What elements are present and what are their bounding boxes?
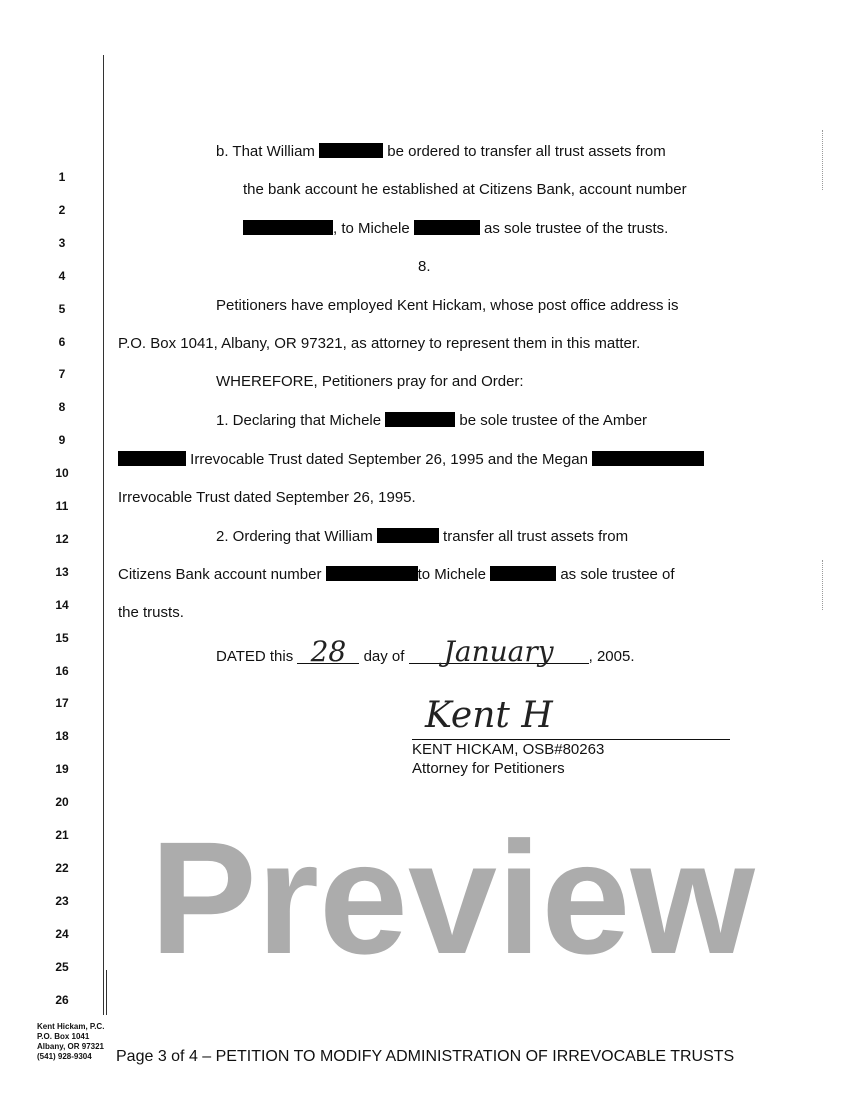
line-number: 20 [55, 795, 69, 810]
section-number: 8. [418, 258, 431, 275]
signature-line [412, 739, 730, 740]
line-number: 13 [55, 564, 69, 579]
dated-line: DATED this 28 day of January , 2005. [216, 635, 635, 668]
redaction [118, 451, 186, 466]
firm-name: Kent Hickam, P.C. [37, 1022, 105, 1031]
text-line: Citizens Bank account number to Michele as sole trustee of [118, 566, 675, 583]
text-line: Irrevocable Trust dated September 26, 1995 and the Megan [118, 451, 704, 468]
line-number: 21 [55, 828, 69, 842]
signature: Kent H [425, 695, 553, 736]
line-number: 5 [58, 301, 66, 316]
redaction [377, 528, 439, 543]
redaction [385, 412, 455, 427]
page-footer: Page 3 of 4 – PETITION TO MODIFY ADMINISTRATION OF IRREVOCABLE TRUSTS [116, 1048, 735, 1065]
line-number: 7 [58, 367, 66, 382]
line-number: 25 [55, 959, 69, 974]
line-number: 22 [55, 860, 69, 875]
margin-rule-lower [106, 970, 107, 1015]
text-line: 1. Declaring that Michele be sole trustee of the Amber [216, 412, 648, 429]
redaction [319, 143, 383, 158]
signer-title: Attorney for Petitioners [412, 760, 565, 777]
redaction [592, 451, 704, 466]
firm-city: Albany, OR 97321 [37, 1042, 104, 1051]
line-number: 16 [55, 663, 69, 678]
firm-block [37, 1022, 104, 1062]
text-line: Irrevocable Trust dated September 26, 1995. [118, 489, 416, 506]
text-line: the bank account he established at Citizens Bank, account number [243, 181, 687, 198]
line-number: 12 [55, 531, 69, 546]
line-number: 6 [58, 334, 66, 349]
line-number: 10 [55, 466, 69, 481]
line-number: 24 [55, 926, 69, 941]
text-line: 2. Ordering that William transfer all trust assets from [216, 528, 629, 545]
text-line: Petitioners have employed Kent Hickam, whose post office address is [216, 297, 679, 314]
line-number: 19 [55, 762, 69, 777]
right-margin-dots [822, 130, 823, 190]
line-number: 17 [55, 696, 69, 711]
firm-box: P.O. Box 1041 [37, 1032, 90, 1041]
text-line: WHEREFORE, Petitioners pray for and Order: [216, 373, 524, 390]
line-number: 14 [55, 597, 69, 612]
line-number: 9 [58, 433, 66, 448]
firm-phone: (541) 928-9304 [37, 1052, 92, 1061]
line-number: 8 [58, 400, 66, 415]
preview-watermark: Preview [150, 808, 755, 987]
margin-rule [103, 55, 104, 1015]
line-number: 23 [55, 893, 69, 908]
line-number: 2 [58, 202, 66, 217]
line-number: 1 [58, 170, 66, 184]
redaction [243, 220, 333, 235]
handwritten-month: January [409, 643, 589, 664]
line-number: 15 [55, 630, 69, 645]
redaction [414, 220, 480, 235]
right-margin-dots [822, 560, 823, 610]
text-line: b. That William be ordered to transfer all trust assets from [216, 143, 666, 160]
redaction [490, 566, 556, 581]
line-number: 26 [55, 992, 69, 1007]
line-number: 18 [55, 729, 69, 744]
signer-name: KENT HICKAM, OSB#80263 [412, 741, 605, 758]
handwritten-day: 28 [297, 643, 359, 664]
line-number: 11 [55, 499, 69, 513]
line-number: 3 [58, 235, 66, 250]
line-number: 4 [58, 268, 66, 283]
redaction [326, 566, 418, 581]
text-line: P.O. Box 1041, Albany, OR 97321, as attorney to represent them in this matter. [118, 335, 641, 352]
text-line: the trusts. [118, 604, 184, 621]
text-line: , to Michele as sole trustee of the trusts. [243, 220, 668, 237]
